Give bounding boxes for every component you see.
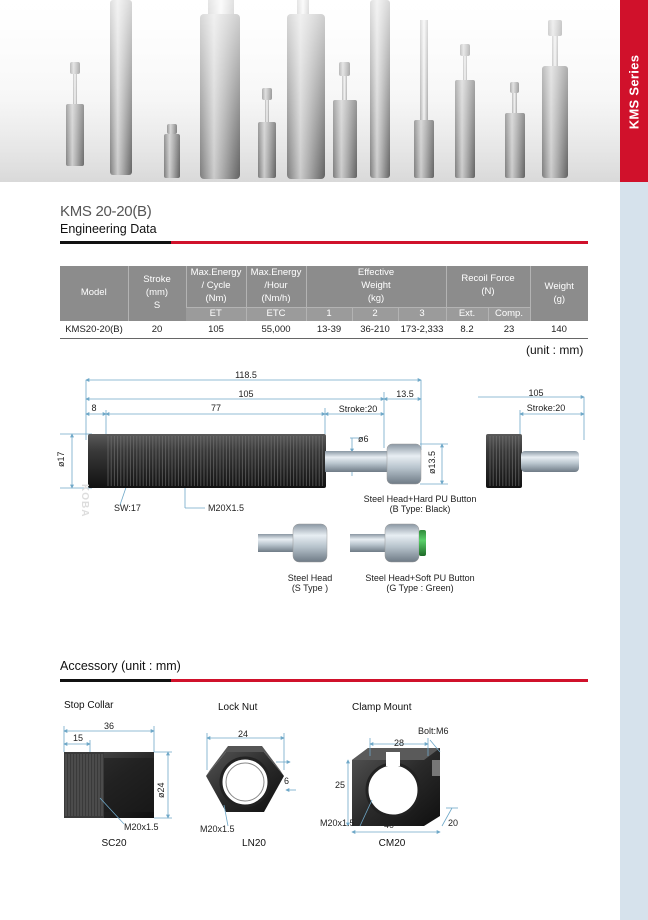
sc-thread: M20x1.5	[124, 822, 159, 832]
cell-weight-3: 173-2,333	[398, 321, 446, 338]
dim-body-length: 105	[238, 389, 254, 399]
cell-model: KMS20-20(B)	[60, 321, 128, 338]
s-type-head	[293, 524, 327, 562]
section-subtitle: Engineering Data	[60, 222, 157, 236]
ln-code: LN20	[242, 838, 266, 849]
s-type-rod	[258, 534, 298, 552]
cm-bolt: Bolt:M6	[418, 726, 449, 736]
dim-total-length: 118.5	[235, 370, 257, 380]
cm-thread: M20x1.5	[320, 818, 355, 828]
dim-stroke: Stroke:20	[338, 404, 378, 414]
subheader-etc: ETC	[246, 307, 306, 321]
side-stroke: Stroke:20	[526, 403, 566, 413]
cell-weight: 140	[530, 321, 588, 338]
series-tab	[620, 0, 648, 182]
sidebar	[620, 0, 648, 920]
dim-head-diameter: ø13.5	[427, 450, 437, 474]
subheader-weight-2: 2	[352, 307, 398, 321]
side-dim: 105	[528, 388, 544, 398]
cm-dim-40: 40	[383, 820, 395, 830]
dim-head-length: 13.5	[396, 389, 414, 399]
series-label: KMS Series	[626, 54, 642, 130]
header-effective-weight: Effective Weight (kg)	[306, 266, 446, 307]
cell-ext: 8.2	[446, 321, 488, 338]
header-model: Model	[60, 266, 128, 321]
subheader-weight-3: 3	[398, 307, 446, 321]
page-title: KMS 20-20(B)	[60, 203, 152, 220]
cell-energy-hour: 55,000	[246, 321, 306, 338]
side-rod	[521, 451, 579, 472]
sw-label: SW:17	[114, 503, 141, 513]
ln-thread: M20x1.5	[200, 824, 235, 834]
dim-77: 77	[210, 403, 222, 413]
header-energy-cycle: Max.Energy / Cycle (Nm)	[186, 266, 246, 307]
stop-collar-name: Stop Collar	[64, 700, 114, 711]
cell-comp: 23	[488, 321, 530, 338]
side-body	[486, 434, 522, 488]
sc-code: SC20	[101, 838, 127, 849]
cell-stroke: 20	[128, 321, 186, 338]
cm-dim-20: 20	[448, 818, 459, 828]
sc-dim-36: 36	[103, 721, 115, 731]
header-recoil-force: Recoil Force (N)	[446, 266, 530, 307]
ln-dim-24: 24	[237, 729, 249, 739]
cell-weight-2: 36-210	[352, 321, 398, 338]
green-pu-button	[419, 530, 426, 556]
header-energy-hour: Max.Energy /Hour (Nm/h)	[246, 266, 306, 307]
b-type-label: Steel Head+Hard PU Button (B Type: Black)	[363, 494, 477, 515]
sc-dim-15: 15	[72, 733, 84, 743]
steel-head	[387, 444, 421, 484]
cell-energy-cycle: 105	[186, 321, 246, 338]
subheader-weight-1: 1	[306, 307, 352, 321]
cm-code: CM20	[378, 838, 406, 849]
unit-note: (unit : mm)	[526, 343, 584, 357]
lock-nut-name: Lock Nut	[218, 702, 258, 713]
subheader-ext: Ext.	[446, 307, 488, 321]
cm-dim-28: 28	[393, 738, 405, 748]
clamp-mount-name: Clamp Mount	[352, 702, 412, 713]
cm-dim-25: 25	[335, 780, 346, 790]
ln-dim-6: 6	[284, 776, 290, 786]
g-type-rod	[350, 534, 390, 552]
g-type-label: Steel Head+Soft PU Button (G Type : Green)	[365, 573, 475, 594]
header-stroke: Stroke (mm) S	[128, 266, 186, 321]
thread-label: M20X1.5	[208, 503, 245, 513]
s-type-label: Steel Head (S Type )	[287, 573, 333, 594]
g-type-head	[385, 524, 419, 562]
accessory-title: Accessory (unit : mm)	[60, 659, 181, 673]
dim-body-diameter: ø17	[56, 451, 66, 467]
piston-rod	[325, 451, 391, 472]
lock-nut-drawing	[206, 746, 284, 812]
sc-dim-24: ø24	[156, 782, 166, 798]
subheader-et: ET	[186, 307, 246, 321]
dim-8: 8	[91, 403, 97, 413]
subheader-comp: Comp.	[488, 307, 530, 321]
dim-rod-diameter: ø6	[358, 434, 369, 444]
cell-weight-1: 13-39	[306, 321, 352, 338]
brand-logo-text: KOBA	[79, 484, 90, 518]
header-weight: Weight (g)	[530, 266, 588, 321]
